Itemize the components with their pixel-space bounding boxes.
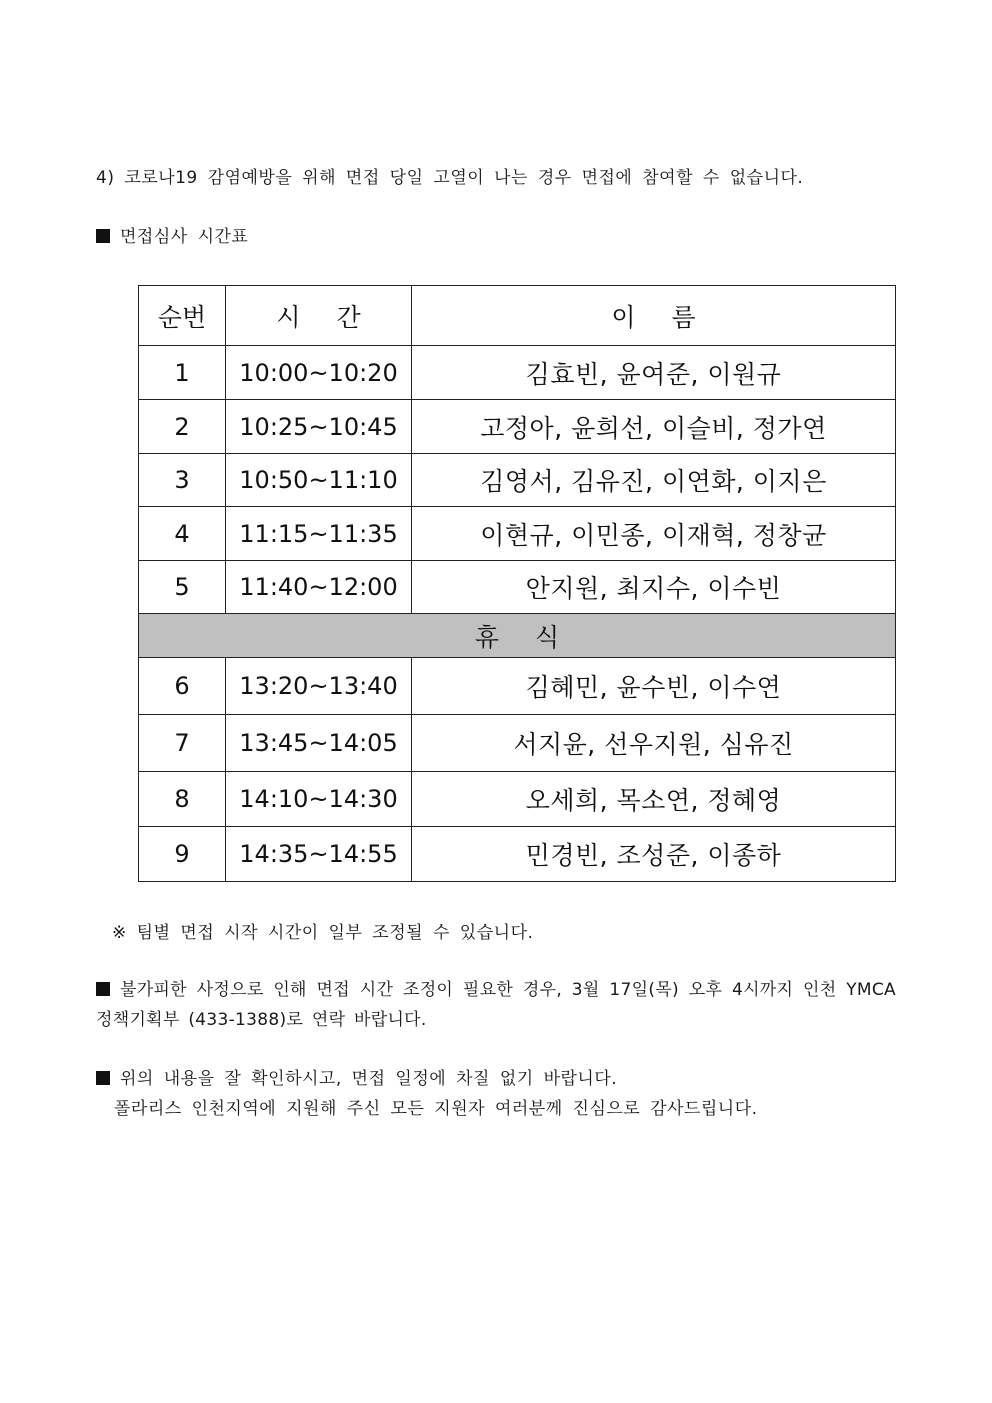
- header-time: 시 간: [226, 286, 412, 346]
- row-names: 서지윤, 선우지원, 심유진: [412, 715, 896, 772]
- row-time: 13:20~13:40: [226, 658, 412, 715]
- row-time: 14:10~14:30: [226, 772, 412, 827]
- table-row: [139, 507, 896, 561]
- row-time: 14:35~14:55: [226, 827, 412, 882]
- row-time: 11:40~12:00: [226, 561, 412, 614]
- row-number: 9: [139, 827, 226, 882]
- table-row: [139, 715, 896, 772]
- closing-line-1: [96, 1064, 758, 1094]
- row-number: 8: [139, 772, 226, 827]
- row-names: 이현규, 이민종, 이재혁, 정창균: [412, 507, 896, 561]
- table-row: [139, 400, 896, 454]
- table-row: [139, 827, 896, 882]
- contact-notice: [96, 975, 896, 1035]
- row-time: 10:50~11:10: [226, 454, 412, 507]
- section-title: 면접심사 시간표: [120, 227, 249, 247]
- header-order: 순번: [139, 286, 226, 346]
- row-names: 김혜민, 윤수빈, 이수연: [412, 658, 896, 715]
- break-row: [139, 614, 896, 658]
- row-names: 오세희, 목소연, 정혜영: [412, 772, 896, 827]
- row-time: 10:25~10:45: [226, 400, 412, 454]
- interview-schedule-table: [138, 285, 896, 882]
- closing-line-2: 폴라리스 인천지역에 지원해 주신 모든 지원자 여러분께 진심으로 감사드립니다.: [114, 1099, 758, 1119]
- table-header-row: [139, 286, 896, 346]
- row-names: 김영서, 김유진, 이연화, 이지은: [412, 454, 896, 507]
- row-number: 3: [139, 454, 226, 507]
- square-bullet-icon: [96, 982, 110, 996]
- row-number: 5: [139, 561, 226, 614]
- break-label: 휴식: [139, 614, 896, 658]
- row-time: 10:00~10:20: [226, 346, 412, 400]
- table-row: [139, 454, 896, 507]
- notice-item-4: 4) 코로나19 감염예방을 위해 면접 당일 고열이 나는 경우 면접에 참여할 수 없습니다.: [96, 168, 804, 188]
- table-row: [139, 772, 896, 827]
- row-time: 13:45~14:05: [226, 715, 412, 772]
- row-number: 2: [139, 400, 226, 454]
- table-row: [139, 346, 896, 400]
- contact-notice-text: 불가피한 사정으로 인해 면접 시간 조정이 필요한 경우, 3월 17일(목) 오후 4시까지 인천 YMCA 정책기획부 (433-1388)로 연락 바랍니다.: [96, 980, 896, 1030]
- row-names: 김효빈, 윤여준, 이원규: [412, 346, 896, 400]
- table-row: [139, 561, 896, 614]
- row-names: 고정아, 윤희선, 이슬비, 정가연: [412, 400, 896, 454]
- table-row: [139, 658, 896, 715]
- row-number: 7: [139, 715, 226, 772]
- header-names: 이 름: [412, 286, 896, 346]
- section-heading: [96, 222, 248, 247]
- square-bullet-icon: [96, 1071, 110, 1085]
- row-number: 6: [139, 658, 226, 715]
- closing-line-1-text: 위의 내용을 잘 확인하시고, 면접 일정에 차질 없기 바랍니다.: [120, 1069, 618, 1089]
- row-number: 1: [139, 346, 226, 400]
- row-number: 4: [139, 507, 226, 561]
- row-names: 안지원, 최지수, 이수빈: [412, 561, 896, 614]
- row-time: 11:15~11:35: [226, 507, 412, 561]
- table-note: ※ 팀별 면접 시작 시간이 일부 조정될 수 있습니다.: [112, 923, 534, 943]
- closing-notice: [96, 1064, 758, 1124]
- square-bullet-icon: [96, 229, 110, 243]
- row-names: 민경빈, 조성준, 이종하: [412, 827, 896, 882]
